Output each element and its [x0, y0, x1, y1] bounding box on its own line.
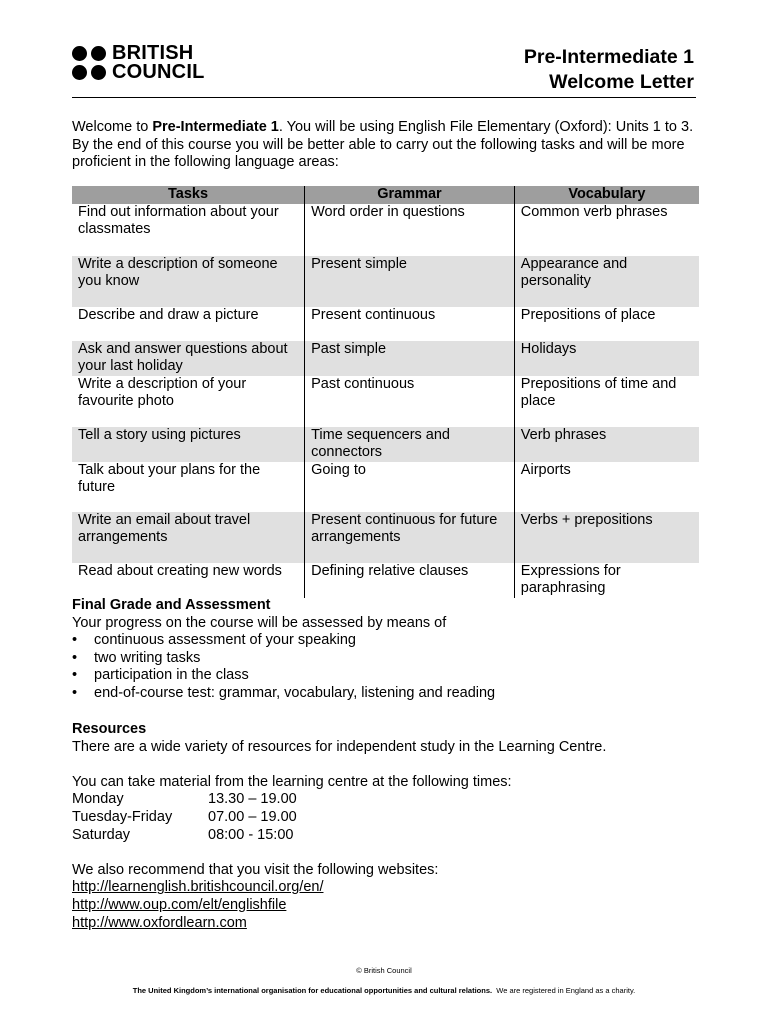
task-cell: Write an email about travel arrangements [72, 512, 305, 563]
grammar-cell: Going to [305, 462, 515, 512]
assessment-list [72, 632, 702, 702]
websites-intro: We also recommend that you visit the following websites: [72, 861, 439, 878]
list-item: • continuous assessment of your speaking [72, 632, 702, 650]
british-council-logo [72, 44, 205, 82]
grammar-cell: Present continuous [305, 307, 515, 341]
resources-title: Resources [72, 721, 147, 737]
task-cell: Write a description of someone you know [72, 256, 305, 307]
table-row [72, 376, 699, 427]
header-vocabulary: Vocabulary [514, 186, 699, 204]
grammar-cell: Time sequencers and connectors [305, 427, 515, 462]
grammar-cell: Present continuous for future arrangements [305, 512, 515, 563]
table-row [72, 341, 699, 376]
day-label: Saturday [72, 826, 131, 843]
task-cell: Read about creating new words [78, 562, 282, 579]
hours-value: 13.30 – 19.00 [208, 791, 297, 808]
assessment-text: Your progress on the course will be assessed by means of [72, 614, 447, 631]
list-item: • participation in the class [72, 667, 702, 685]
title-subtitle: Welcome Letter [549, 71, 694, 93]
table-row [72, 512, 699, 563]
vocab-cell: Verbs + prepositions [514, 512, 699, 563]
resources-text: There are a wide variety of resources for independent study in the Learning Centre. [72, 738, 607, 755]
opening-times [72, 791, 702, 844]
vocab-cell: Verb phrases [514, 427, 699, 462]
hours-value: 08:00 - 15:00 [208, 826, 294, 843]
grammar-cell: Past simple [305, 341, 515, 376]
footer-tagline: The United Kingdom’s international organisation for educational opportunities and cultural relations. We are registered in England as a charity. [132, 986, 636, 995]
assessment-title: Final Grade and Assessment [72, 597, 271, 613]
task-cell: Find out information about your classmates [78, 203, 279, 237]
resources-section [72, 721, 702, 932]
vocab-cell: Appearance and personality [514, 256, 699, 307]
footer-copyright: © British Council [356, 966, 412, 975]
task-cell: Tell a story using pictures [72, 427, 305, 462]
day-label: Tuesday-Friday [72, 808, 173, 825]
header-grammar: Grammar [305, 186, 515, 204]
grammar-cell: Word order in questions [305, 204, 515, 256]
assessment-section [72, 597, 702, 703]
grammar-cell: Past continuous [305, 376, 515, 427]
table-row [72, 462, 699, 512]
title-course: Pre-Intermediate 1 [523, 46, 694, 68]
vocab-cell: Airports [514, 462, 699, 512]
day-label: Monday [72, 791, 124, 808]
vocab-cell: Common verb phrases [514, 204, 699, 256]
syllabus-table [72, 186, 699, 598]
table-row [72, 307, 699, 341]
vocab-cell: Holidays [514, 341, 699, 376]
vocab-cell: Expressions for paraphrasing [514, 563, 699, 598]
table-header-row [72, 186, 699, 204]
course-name: Pre-Intermediate 1 [152, 119, 279, 135]
grammar-cell: Defining relative clauses [305, 563, 515, 598]
task-cell: Describe and draw a picture [78, 306, 259, 323]
hours-value: 07.00 – 19.00 [208, 808, 297, 825]
table-row [72, 256, 699, 307]
link-oup-englishfile[interactable]: http://www.oup.com/elt/englishfile [72, 896, 287, 913]
table-row [72, 204, 699, 256]
link-oxfordlearn[interactable]: http://www.oxfordlearn.com [72, 914, 247, 931]
intro-paragraph: Welcome to Pre-Intermediate 1. You will be using English File Elementary (Oxford): Units 1 to 3. By the end of this course you will be better able to carry out the following tasks and will be more proficient in the following language areas: [72, 119, 694, 170]
header-tasks: Tasks [72, 186, 305, 204]
table-row [72, 563, 699, 598]
list-item: • end-of-course test: grammar, vocabulary, listening and reading [72, 685, 702, 703]
grammar-cell: Present simple [305, 256, 515, 307]
table-row [72, 427, 699, 462]
link-learnenglish[interactable]: http://learnenglish.britishcouncil.org/en/ [72, 879, 324, 896]
logo-wordmark: BRITISH COUNCIL [112, 42, 205, 83]
list-item: • two writing tasks [72, 650, 702, 668]
vocab-cell: Prepositions of time and place [514, 376, 699, 427]
times-intro: You can take material from the learning centre at the following times: [72, 773, 512, 790]
document-title [524, 45, 694, 95]
task-cell: Write a description of your favourite photo [78, 375, 247, 409]
header-divider [72, 97, 696, 98]
task-cell: Ask and answer questions about your last holiday [72, 341, 305, 376]
logo-dots-icon [72, 46, 106, 80]
vocab-cell: Prepositions of place [514, 307, 699, 341]
task-cell: Talk about your plans for the future [78, 461, 261, 495]
